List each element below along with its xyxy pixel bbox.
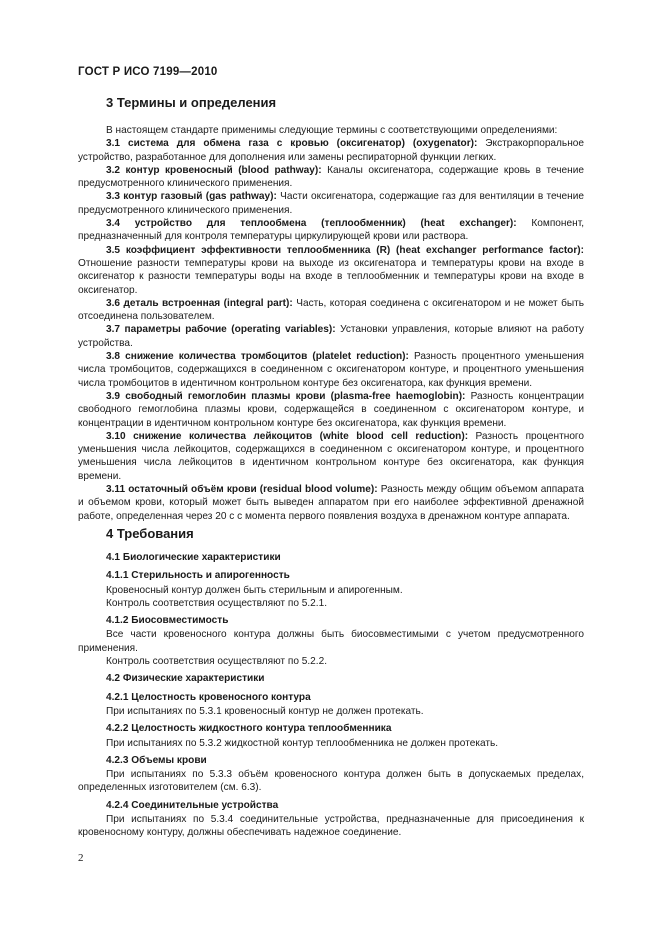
term-name: 3.6 деталь встроенная (integral part): bbox=[106, 297, 293, 309]
term-name: 3.10 снижение количества лейкоцитов (white blood cell reduction): bbox=[106, 430, 469, 442]
term-name: 3.5 коэффициент эффективности теплообменника (R) (heat exchanger performance factor): bbox=[106, 244, 584, 256]
section-3-intro: В настоящем стандарте применимы следующие термины с соответствующими определениями: bbox=[106, 125, 558, 136]
subsection-heading: 4.2 Физические характеристики bbox=[106, 673, 265, 685]
subsection-heading: 4.1.2 Биосовместимость bbox=[106, 615, 229, 627]
term-definition bbox=[78, 483, 584, 523]
term-text: Экстракорпоральное устройство, разработанное для дополнения или замены респираторной функции легких. bbox=[78, 138, 584, 163]
requirement-text: Все части кровеносного контура должны быть биосовместимыми с учетом предусмотренного применения. bbox=[78, 629, 584, 654]
requirement-text: При испытаниях по 5.3.1 кровеносный контур не должен протекать. bbox=[106, 705, 424, 717]
term-text: Часть, которая соединена с оксигенатором и не может быть отсоединена пользователем. bbox=[78, 297, 584, 323]
term-name: 3.4 устройство для теплообмена (теплообменник) (heat exchanger): bbox=[106, 218, 517, 230]
term-text: Каналы оксигенатора, содержащие кровь в течение предусмотренного клинического применения. bbox=[78, 164, 584, 190]
term-definition bbox=[78, 430, 584, 483]
page-number: 2 bbox=[78, 852, 84, 864]
term-text: Части оксигенатора, содержащие газ для вентиляции в течение предусмотренного клинического применения. bbox=[78, 191, 584, 216]
requirement-text: При испытаниях по 5.3.3 объём кровеносного контура должен быть в допускаемых пределах, определенных изготовителем (см. 6.3). bbox=[78, 769, 584, 794]
term-text: Отношение разности температуры крови на выходе из оксигенатора и температуры крови на входе в оксигенатор к разности температуры воды на входе в теплообменник и температуры крови на входе в оксигенатор. bbox=[78, 257, 584, 296]
term-text: Разность между общим объемом аппарата и объемом крови, который может быть выведен аппаратом при его наиболее эффективной дренажной работе, определенная через 20 с с момента первого появления воздуха в дренажном контуре аппарата. bbox=[78, 484, 584, 522]
term-name: 3.8 снижение количества тромбоцитов (platelet reduction): bbox=[106, 351, 409, 363]
subsection-heading: 4.2.4 Соединительные устройства bbox=[106, 799, 279, 811]
term-definition bbox=[78, 323, 584, 350]
subsection-heading: 4.2.3 Объемы крови bbox=[106, 754, 207, 766]
subsection-heading: 4.1 Биологические характеристики bbox=[106, 552, 281, 563]
requirement-text: Контроль соответствия осуществляют по 5.2.2. bbox=[106, 656, 327, 668]
term-name: 3.9 свободный гемоглобин плазмы крови (plasma-free haemoglobin): bbox=[106, 390, 466, 402]
term-definition bbox=[78, 164, 584, 191]
term-name: 3.2 контур кровеносный (blood pathway): bbox=[106, 164, 322, 176]
term-text: Разность процентного уменьшения числа тромбоцитов, содержащихся в соединенном с оксигенатором контуре, и процентного уменьшения числа тромбоцитов в идентичном контрольном контуре без оксигенатора, как функция времени. bbox=[78, 351, 584, 389]
term-name: 3.1 система для обмена газа с кровью (оксигенатор) (oxygenator): bbox=[106, 138, 478, 150]
term-text: Компонент, предназначенный для контроля температуры циркулирующей крови или раствора. bbox=[78, 218, 584, 243]
standard-header: ГОСТ Р ИСО 7199—2010 bbox=[78, 66, 218, 78]
term-definition bbox=[78, 350, 584, 390]
subsection-heading: 4.2.2 Целостность жидкостного контура теплообменника bbox=[106, 723, 392, 735]
subsection-heading: 4.2.1 Целостность кровеносного контура bbox=[106, 691, 311, 703]
requirement-text: Кровеносный контур должен быть стерильным и апирогенным. bbox=[106, 584, 403, 596]
requirement-text: При испытаниях по 5.3.2 жидкостной контур теплообменника не должен протекать. bbox=[106, 737, 499, 749]
term-text: Установки управления, которые влияют на работу устройства. bbox=[78, 324, 584, 349]
term-text: Разность процентного уменьшения числа лейкоцитов, содержащихся в соединенном с оксигенатором контуре, и процентного уменьшения числа лейкоцитов в идентичном контрольном контуре без оксигенатора, как функция времени. bbox=[78, 430, 585, 482]
term-name: 3.7 параметры рабочие (operating variables): bbox=[106, 324, 336, 336]
term-name: 3.11 остаточный объём крови (residual blood volume): bbox=[106, 484, 378, 496]
term-text: Разность концентрации свободного гемоглобина плазмы крови, содержащейся в соединенном с оксигенатором контуре, и концентрации в идентичном контрольном контуре без оксигенатора, как функция времени. bbox=[78, 390, 585, 429]
section-3-body bbox=[78, 124, 584, 523]
term-definition bbox=[78, 244, 584, 297]
section-3-title: 3 Термины и определения bbox=[106, 95, 277, 110]
term-definition bbox=[78, 390, 584, 430]
term-definition bbox=[78, 217, 584, 244]
terms-list bbox=[78, 137, 584, 523]
term-definition bbox=[78, 137, 584, 164]
section-4-title: 4 Требования bbox=[106, 526, 194, 541]
term-name: 3.3 контур газовый (gas pathway): bbox=[106, 191, 277, 203]
requirement-text: При испытаниях по 5.3.4 соединительные устройства, предназначенные для присоединения к кровеносному контуру, должны обеспечивать надежное соединение. bbox=[78, 814, 584, 839]
term-definition bbox=[78, 297, 584, 324]
requirement-text: Контроль соответствия осуществляют по 5.2.1. bbox=[106, 597, 327, 609]
subsection-heading: 4.1.1 Стерильность и апирогенность bbox=[106, 570, 290, 582]
term-definition bbox=[78, 190, 584, 217]
section-4-body bbox=[78, 550, 584, 840]
